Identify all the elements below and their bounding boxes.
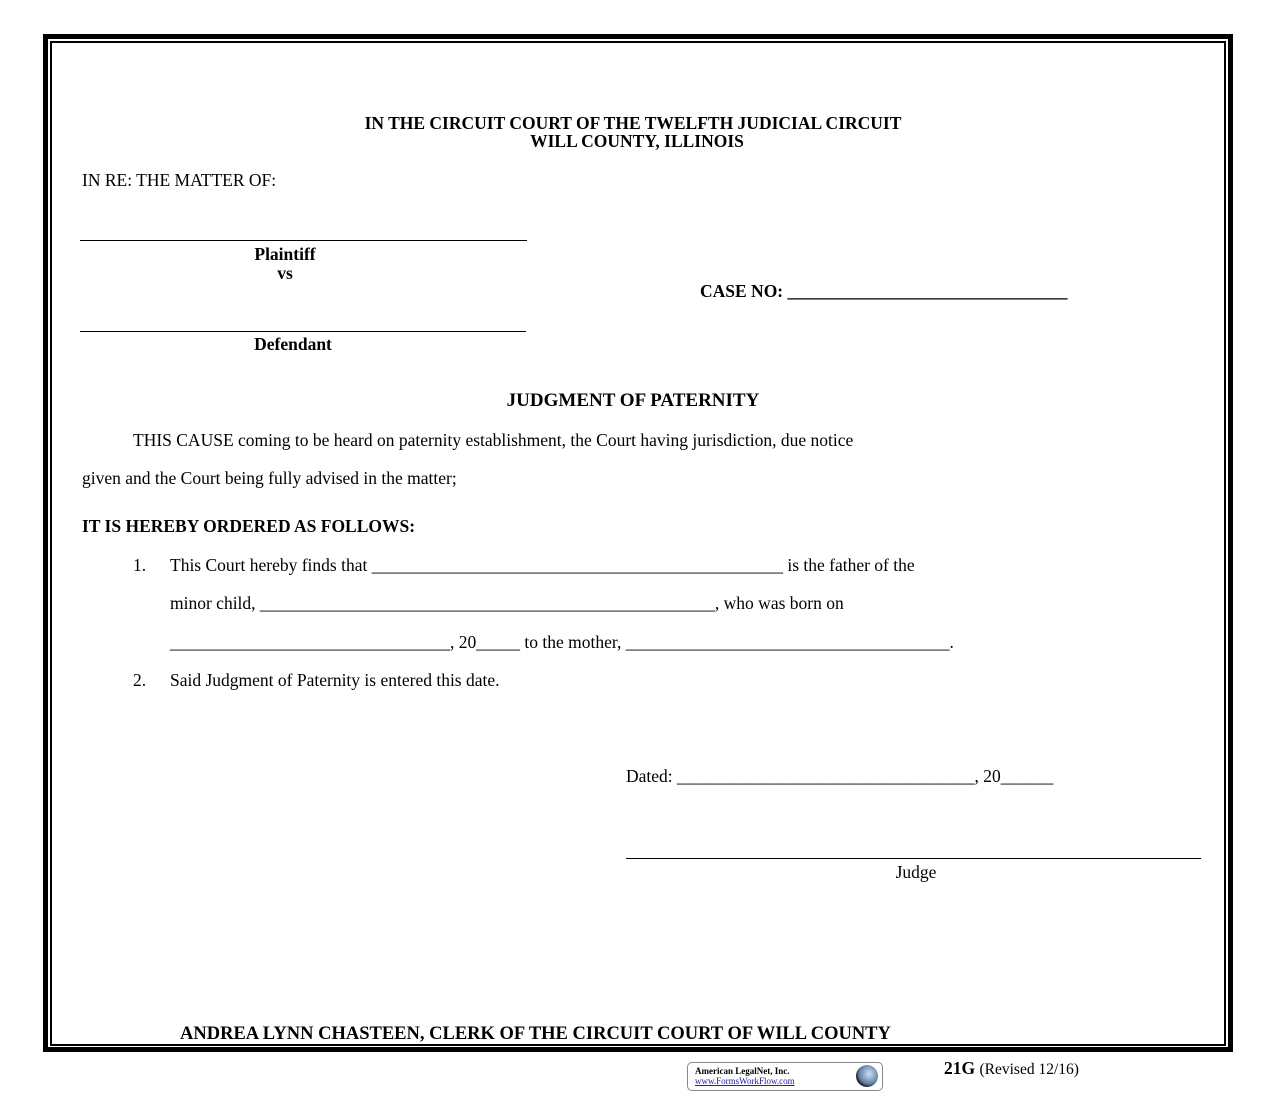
revised-date: (Revised 12/16): [979, 1061, 1079, 1078]
judge-signature-line[interactable]: [626, 858, 1201, 859]
page-border-inner: [50, 41, 1226, 1046]
item-1-line-1[interactable]: This Court hereby finds that _______________________________________________ is the father of the: [170, 555, 915, 575]
american-legalnet-logo[interactable]: [687, 1062, 883, 1091]
defendant-line[interactable]: [80, 331, 526, 332]
county-name: WILL COUNTY, ILLINOIS: [530, 131, 744, 151]
logo-url[interactable]: www.FormsWorkFlow.com: [695, 1076, 795, 1086]
logo-name: American LegalNet, Inc.: [695, 1066, 790, 1076]
recital-line-1: THIS CAUSE coming to be heard on paternity establishment, the Court having jurisdiction, due notice: [133, 430, 854, 450]
defendant-label: Defendant: [254, 334, 332, 354]
in-re-label: IN RE: THE MATTER OF:: [82, 170, 277, 190]
vs-label: vs: [277, 263, 293, 283]
recital-line-2: given and the Court being fully advised in the matter;: [82, 468, 457, 488]
item-1-number: 1.: [133, 555, 147, 575]
clerk-name: ANDREA LYNN CHASTEEN, CLERK OF THE CIRCUIT COURT OF WILL COUNTY: [180, 1024, 891, 1044]
form-number: 21G: [944, 1058, 976, 1078]
plaintiff-line[interactable]: [80, 240, 527, 241]
form-number-block: [944, 1058, 1079, 1080]
item-2-text: Said Judgment of Paternity is entered this date.: [170, 670, 500, 690]
item-1-line-2[interactable]: minor child, ____________________________________________________, who was born on: [170, 593, 844, 613]
globe-icon: [856, 1065, 878, 1087]
judge-label: Judge: [895, 862, 937, 882]
ordered-heading: IT IS HEREBY ORDERED AS FOLLOWS:: [82, 516, 416, 536]
plaintiff-label: Plaintiff: [254, 244, 316, 264]
dated-field[interactable]: Dated: __________________________________, 20______: [626, 766, 1054, 786]
court-name: IN THE CIRCUIT COURT OF THE TWELFTH JUDICIAL CIRCUIT: [364, 113, 902, 133]
case-number-field[interactable]: CASE NO: ________________________________: [700, 281, 1068, 301]
document-title: JUDGMENT OF PATERNITY: [506, 390, 760, 411]
item-1-line-3[interactable]: ________________________________, 20_____ to the mother, _____________________________________.: [170, 632, 954, 652]
item-2-number: 2.: [133, 670, 147, 690]
